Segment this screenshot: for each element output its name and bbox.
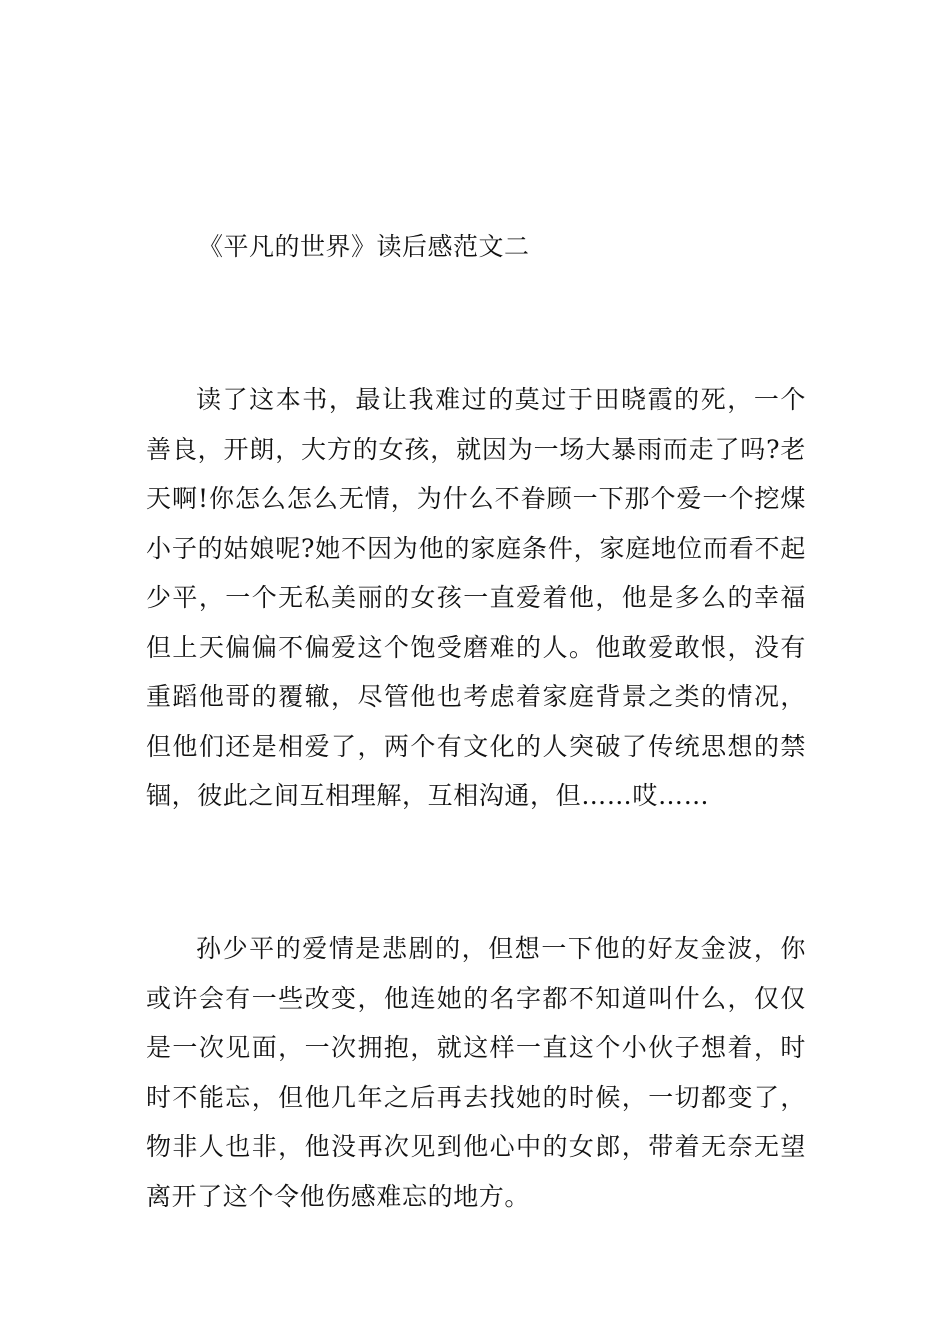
paragraph-1: 读了这本书，最让我难过的莫过于田晓霞的死，一个善良，开朗，大方的女孩，就因为一场大暴雨而走了吗?老天啊!你怎么怎么无情，为什么不眷顾一下那个爱一个挖煤小子的姑娘呢?她不因为他的家庭条件，家庭地位而看不起少平，一个无私美丽的女孩一直爱着他，他是多么的幸福但上天偏偏不偏爱这个饱受磨难的人。他敢爱敢恨，没有重蹈他哥的覆辙，尽管他也考虑着家庭背景之类的情况，但他们还是相爱了，两个有文化的人突破了传统思想的禁锢，彼此之间互相理解，互相沟通，但……哎…… [146,385,806,810]
paragraph-2: 孙少平的爱情是悲剧的，但想一下他的好友金波，你或许会有一些改变，他连她的名字都不知道叫什么，仅仅是一次见面，一次拥抱，就这样一直这个小伙子想着，时时不能忘，但他几年之后再去找她的时候，一切都变了，物非人也非，他没再次见到他心中的女郎，带着无奈无望离开了这个令他伤感难忘的地方。 [146,934,806,1211]
document-title: 《平凡的世界》读后感范文二 [198,232,530,261]
